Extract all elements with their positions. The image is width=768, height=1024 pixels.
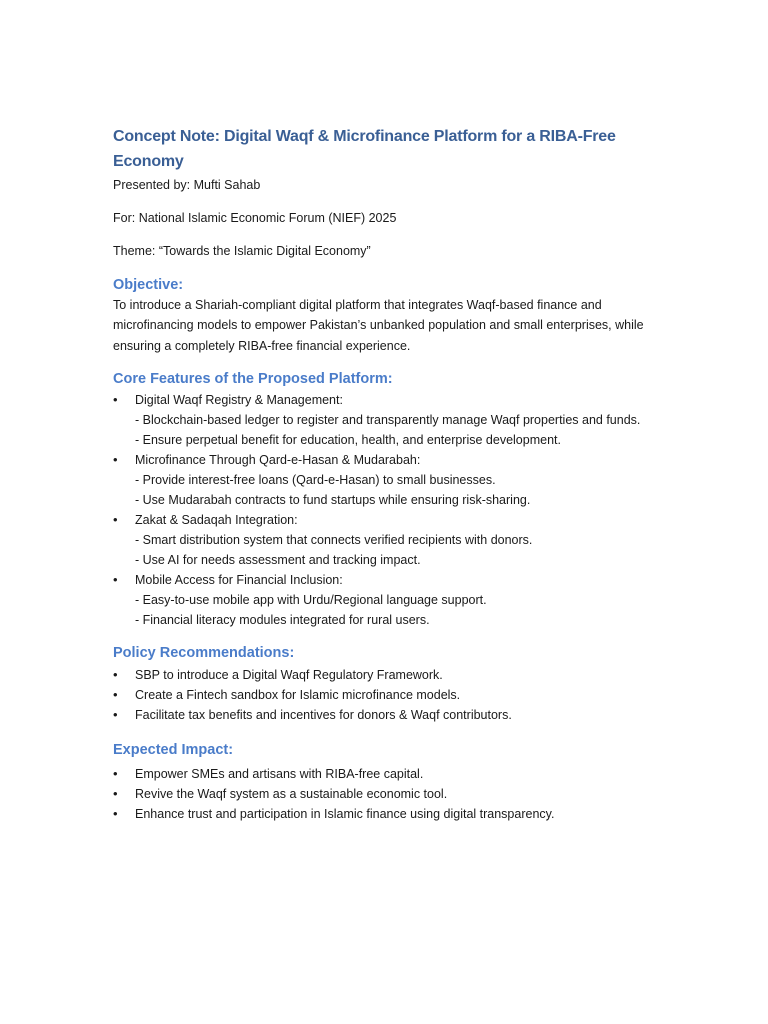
policy-item: SBP to introduce a Digital Waqf Regulatory Framework.	[135, 667, 443, 682]
impact-list	[113, 764, 673, 824]
feature-detail: - Use Mudarabah contracts to fund startups while ensuring risk-sharing.	[135, 492, 531, 507]
bullet-icon: •	[113, 765, 118, 781]
list-item	[113, 784, 673, 804]
objective-text: To introduce a Shariah-compliant digital platform that integrates Waqf-based finance and microfinancing models to empower Pakistan’s unbanked population and small enterprises, while ensuring a completely RIBA-free financial experience.	[113, 298, 644, 353]
policy-list	[113, 665, 673, 725]
feature-detail: - Easy-to-use mobile app with Urdu/Regional language support.	[135, 592, 487, 607]
policy-heading: Policy Recommendations:	[113, 644, 295, 661]
document-title: Concept Note: Digital Waqf & Microfinance Platform for a RIBA-Free Economy	[113, 128, 616, 170]
list-item	[113, 685, 673, 705]
document-page	[113, 124, 673, 824]
list-item	[113, 450, 673, 510]
list-item	[113, 804, 673, 824]
policy-item: Create a Fintech sandbox for Islamic microfinance models.	[135, 687, 461, 702]
bullet-icon: •	[113, 391, 118, 407]
impact-item: Empower SMEs and artisans with RIBA-free capital.	[135, 766, 424, 781]
feature-detail: - Financial literacy modules integrated for rural users.	[135, 612, 430, 627]
list-item	[113, 390, 673, 450]
list-item	[113, 705, 673, 725]
theme-line: Theme: “Towards the Islamic Digital Economy”	[113, 244, 371, 258]
list-item	[113, 764, 673, 784]
feature-detail: - Smart distribution system that connects verified recipients with donors.	[135, 532, 533, 547]
feature-detail: - Provide interest-free loans (Qard-e-Hasan) to small businesses.	[135, 472, 496, 487]
impact-item: Enhance trust and participation in Islamic finance using digital transparency.	[135, 806, 555, 821]
feature-detail: - Ensure perpetual benefit for education, health, and enterprise development.	[135, 432, 561, 447]
feature-label: Zakat & Sadaqah Integration:	[135, 512, 298, 527]
list-item	[113, 570, 673, 630]
bullet-icon: •	[113, 571, 118, 587]
list-item	[113, 510, 673, 570]
presented-by: Presented by: Mufti Sahab	[113, 178, 261, 192]
features-heading: Core Features of the Proposed Platform:	[113, 370, 393, 387]
bullet-icon: •	[113, 511, 118, 527]
impact-item: Revive the Waqf system as a sustainable economic tool.	[135, 786, 448, 801]
bullet-icon: •	[113, 666, 118, 682]
feature-label: Mobile Access for Financial Inclusion:	[135, 572, 343, 587]
policy-item: Facilitate tax benefits and incentives for donors & Waqf contributors.	[135, 707, 512, 722]
bullet-icon: •	[113, 686, 118, 702]
list-item	[113, 665, 673, 685]
forum-line: For: National Islamic Economic Forum (NIEF) 2025	[113, 211, 397, 225]
feature-label: Microfinance Through Qard-e-Hasan & Mudarabah:	[135, 452, 421, 467]
bullet-icon: •	[113, 785, 118, 801]
feature-label: Digital Waqf Registry & Management:	[135, 392, 343, 407]
feature-detail: - Use AI for needs assessment and tracking impact.	[135, 552, 421, 567]
feature-detail: - Blockchain-based ledger to register and transparently manage Waqf properties and funds.	[135, 412, 641, 427]
features-list	[113, 390, 673, 630]
bullet-icon: •	[113, 706, 118, 722]
bullet-icon: •	[113, 805, 118, 821]
impact-heading: Expected Impact:	[113, 741, 234, 758]
objective-heading: Objective:	[113, 277, 184, 293]
bullet-icon: •	[113, 451, 118, 467]
